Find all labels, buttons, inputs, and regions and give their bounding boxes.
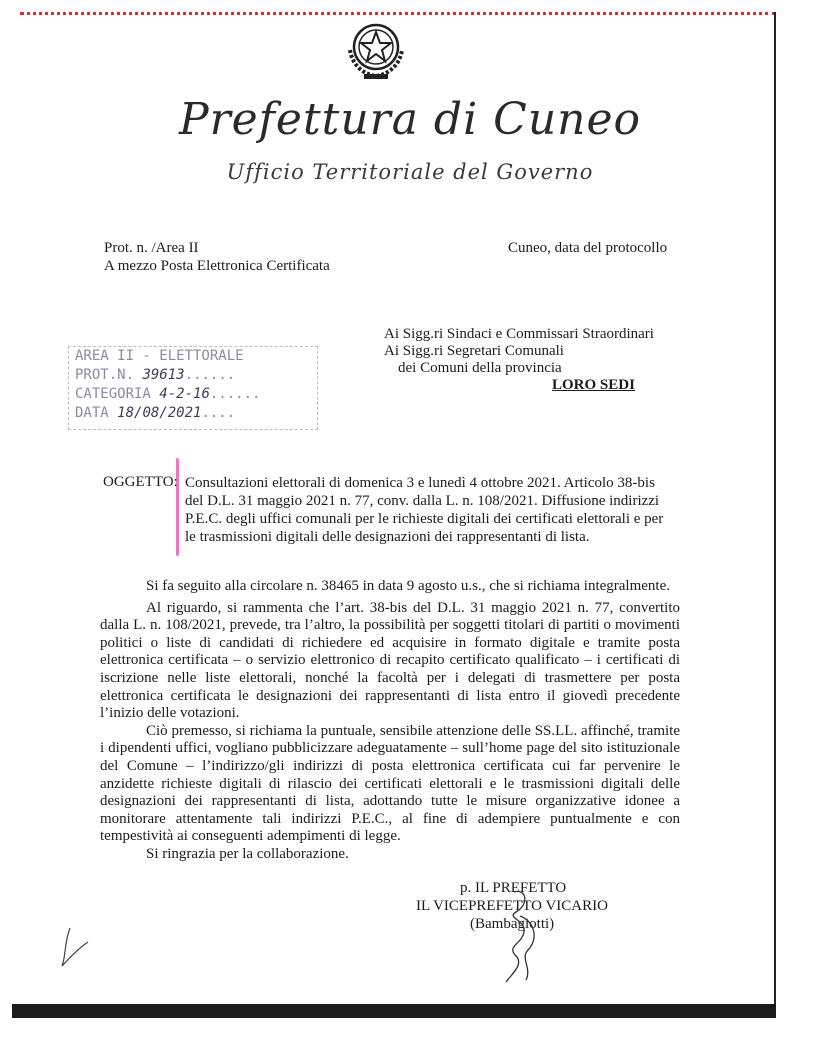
stamp-protocol: PROT.N. 39613...... [75, 367, 236, 383]
letter-body [100, 578, 680, 864]
protocol-number: Prot. n. /Area II [104, 240, 199, 256]
subject-line-3: P.E.C. degli uffici comunali per le richieste digitali dei certificati elettorali e per [185, 511, 664, 527]
subject-text [185, 474, 685, 546]
institution-title: Prefettura di Cuneo [178, 94, 642, 145]
subject-line-2: del D.L. 31 maggio 2021 n. 77, conv. dalla L. n. 108/2021. Diffusione indirizzi [185, 493, 660, 509]
stamp-area: AREA II - ELETTORALE [75, 348, 244, 364]
recipient-line-2: Ai Sigg.ri Segretari Comunali [384, 343, 564, 359]
body-paragraph-4: Si ringrazia per la collaborazione. [146, 845, 349, 862]
body-paragraph-1: Si fa seguito alla circolare n. 38465 in data 9 agosto u.s., che si richiama integralmente. [146, 578, 671, 594]
subject-label: OGGETTO: [103, 474, 178, 490]
signature-line-2: IL VICEPREFETTO VICARIO [416, 898, 608, 914]
bottom-scan-bar [12, 1004, 776, 1018]
recipient-line-1: Ai Sigg.ri Sindaci e Commissari Straordinari [384, 326, 654, 342]
stamp-protocol-value: 39613 [142, 367, 185, 383]
stamp-date-label: DATA [75, 405, 109, 421]
stamp-category: CATEGORIA 4-2-16...... [75, 386, 261, 402]
margin-pen-mark [56, 920, 96, 970]
office-subtitle: Ufficio Territoriale del Governo [226, 160, 594, 184]
body-paragraph-2: Al riguardo, si rammenta che l’art. 38-bis del D.L. 31 maggio 2021 n. 77, convertito dalla L. n. 108/2021, prevede, tra l’altro, la possibilità per soggetti titolari di partiti o movimenti politici o liste di candidati di richiedere ed acquisire in formato digitale e tramite posta elettronica certificata – o servizio elettronico di recapito certificato qualificato – i certificati di iscrizione nelle liste elettorali, nonché la facoltà per i delegati di trasmettere per posta elettronica certificata le designazioni dei rappresentanti di lista entro il giovedì precedente l’inizio delle votazioni. [100, 599, 680, 722]
registration-stamp [68, 346, 318, 430]
stamp-protocol-label: PROT.N. [75, 367, 135, 383]
stamp-date-value: 18/08/2021 [117, 405, 202, 421]
right-margin-rule [774, 12, 776, 1012]
stamp-category-value: 4-2-16 [159, 386, 210, 402]
republic-emblem-icon [342, 14, 410, 82]
recipient-line-4: LORO SEDI [552, 377, 635, 393]
delivery-method: A mezzo Posta Elettronica Certificata [104, 258, 330, 274]
body-paragraph-3: Ciò premesso, si richiama la puntuale, sensibile attenzione delle SS.LL. affinché, tramite i dipendenti uffici, vogliano pubblicizzare adeguatamente – sull’home page del sito istituzionale del Comune – l’indirizzo/gli indirizzi di posta elettronica certificata cui far pervenire le anzidette richieste digitali di rilascio dei certificati elettorali e le trasmissioni digitali delle designazioni dei rappresentanti di lista, adottando tutte le misure organizzative idonee a monitorare attentamente tali indirizzi P.E.C., al fine di adempiere puntualmente e con tempestività ai conseguenti adempimenti di legge. [100, 722, 680, 845]
signature-line-1: p. IL PREFETTO [460, 880, 567, 896]
subject-line-4: le trasmissioni digitali delle designazioni dei rappresentanti di lista. [185, 529, 590, 545]
subject-line-1: Consultazioni elettorali di domenica 3 e lunedì 4 ottobre 2021. Articolo 38-bis [185, 475, 655, 491]
signature-line-3: (Bambagiotti) [470, 916, 555, 932]
highlighter-mark [176, 458, 179, 556]
handwritten-signature [486, 886, 566, 986]
place-date: Cuneo, data del protocollo [508, 240, 668, 256]
stamp-date: DATA 18/08/2021.... [75, 405, 236, 421]
stamp-category-label: CATEGORIA [75, 386, 151, 402]
recipient-line-3: dei Comuni della provincia [398, 360, 562, 376]
